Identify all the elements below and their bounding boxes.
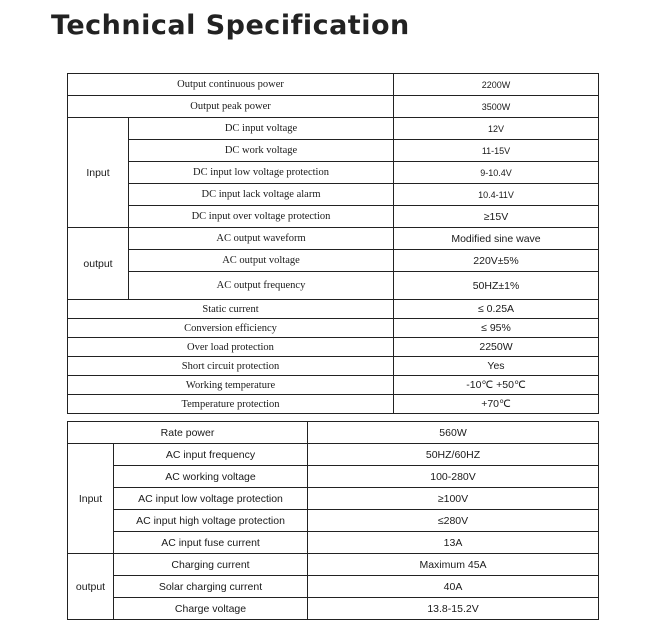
dc-lack-voltage-alarm-value: 10.4-11V <box>394 184 599 206</box>
dc-spec-table <box>67 73 599 414</box>
ac-input-frequency-value: 50HZ/60HZ <box>308 444 599 466</box>
working-temperature-value: -10℃ +50℃ <box>394 376 599 395</box>
ac-output-frequency-value: 50HZ±1% <box>394 272 599 300</box>
dc-input-group-label: Input <box>68 118 129 228</box>
solar-charging-current-value: 40A <box>308 576 599 598</box>
ac-input-fuse-current-label: AC input fuse current <box>114 532 308 554</box>
over-load-protection-label: Over load protection <box>68 338 394 357</box>
temperature-protection-value: +70℃ <box>394 395 599 414</box>
ac-output-voltage-label: AC output voltage <box>129 250 394 272</box>
dc-over-voltage-protection-label: DC input over voltage protection <box>129 206 394 228</box>
dc-input-voltage-label: DC input voltage <box>129 118 394 140</box>
ac-working-voltage-label: AC working voltage <box>114 466 308 488</box>
ac-output-frequency-label: AC output frequency <box>129 272 394 300</box>
conversion-efficiency-label: Conversion efficiency <box>68 319 394 338</box>
charging-current-value: Maximum 45A <box>308 554 599 576</box>
ac-output-waveform-label: AC output waveform <box>129 228 394 250</box>
dc-low-voltage-protection-label: DC input low voltage protection <box>129 162 394 184</box>
ac-high-voltage-protection-label: AC input high voltage protection <box>114 510 308 532</box>
working-temperature-label: Working temperature <box>68 376 394 395</box>
rate-power-value: 560W <box>308 422 599 444</box>
static-current-label: Static current <box>68 300 394 319</box>
ac-low-voltage-protection-label: AC input low voltage protection <box>114 488 308 510</box>
ac-input-fuse-current-value: 13A <box>308 532 599 554</box>
ac-spec-table <box>67 421 599 620</box>
ac-output-group-label: output <box>68 228 129 300</box>
charge-voltage-value: 13.8-15.2V <box>308 598 599 620</box>
rate-power-label: Rate power <box>68 422 308 444</box>
dc-input-voltage-value: 12V <box>394 118 599 140</box>
ac-high-voltage-protection-value: ≤280V <box>308 510 599 532</box>
output-peak-power-value: 3500W <box>394 96 599 118</box>
ac-low-voltage-protection-value: ≥100V <box>308 488 599 510</box>
conversion-efficiency-value: ≤ 95% <box>394 319 599 338</box>
dc-low-voltage-protection-value: 9-10.4V <box>394 162 599 184</box>
charging-current-label: Charging current <box>114 554 308 576</box>
output-continuous-power-value: 2200W <box>394 74 599 96</box>
over-load-protection-value: 2250W <box>394 338 599 357</box>
dc-work-voltage-value: 11-15V <box>394 140 599 162</box>
dc-lack-voltage-alarm-label: DC input lack voltage alarm <box>129 184 394 206</box>
short-circuit-protection-value: Yes <box>394 357 599 376</box>
solar-charging-current-label: Solar charging current <box>114 576 308 598</box>
charge-voltage-label: Charge voltage <box>114 598 308 620</box>
dc-over-voltage-protection-value: ≥15V <box>394 206 599 228</box>
output-peak-power-label: Output peak power <box>68 96 394 118</box>
output-continuous-power-label: Output continuous power <box>68 74 394 96</box>
ac-working-voltage-value: 100-280V <box>308 466 599 488</box>
charge-output-group-label: output <box>68 554 114 620</box>
ac-input-frequency-label: AC input frequency <box>114 444 308 466</box>
ac-input-group-label: Input <box>68 444 114 554</box>
ac-output-voltage-value: 220V±5% <box>394 250 599 272</box>
ac-output-waveform-value: Modified sine wave <box>394 228 599 250</box>
dc-work-voltage-label: DC work voltage <box>129 140 394 162</box>
static-current-value: ≤ 0.25A <box>394 300 599 319</box>
page-title: Technical Specification <box>51 10 410 41</box>
temperature-protection-label: Temperature protection <box>68 395 394 414</box>
short-circuit-protection-label: Short circuit protection <box>68 357 394 376</box>
